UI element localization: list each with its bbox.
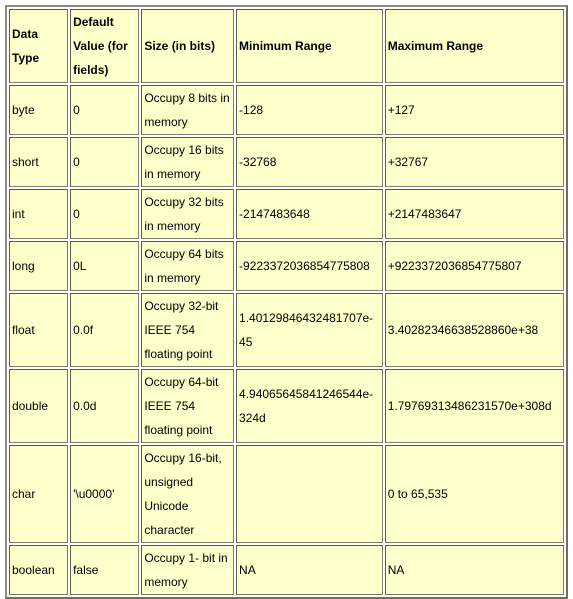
cell-data-type: byte [9, 85, 68, 135]
header-maximum-range: Maximum Range [385, 9, 564, 83]
cell-default-value: 0 [70, 137, 139, 187]
header-data-type: Data Type [9, 9, 68, 83]
data-types-table [5, 5, 568, 599]
cell-data-type: double [9, 369, 68, 443]
table-row [9, 137, 564, 187]
cell-maximum-range: +127 [385, 85, 564, 135]
header-size: Size (in bits) [141, 9, 234, 83]
table-row [9, 293, 564, 367]
cell-default-value: 0L [70, 241, 139, 291]
table-row [9, 545, 564, 595]
cell-default-value: 0 [70, 189, 139, 239]
table-row [9, 445, 564, 543]
cell-default-value: 0.0f [70, 293, 139, 367]
cell-data-type: long [9, 241, 68, 291]
cell-maximum-range: 3.40282346638528860e+38 [385, 293, 564, 367]
cell-default-value: 0 [70, 85, 139, 135]
cell-size: Occupy 32 bits in memory [141, 189, 234, 239]
cell-data-type: char [9, 445, 68, 543]
cell-size: Occupy 16-bit, unsigned Unicode character [141, 445, 234, 543]
cell-minimum-range: -2147483648 [236, 189, 383, 239]
cell-minimum-range: 4.94065645841246544e-324d [236, 369, 383, 443]
table-row [9, 369, 564, 443]
cell-size: Occupy 8 bits in memory [141, 85, 234, 135]
cell-maximum-range: 1.79769313486231570e+308d [385, 369, 564, 443]
table-row [9, 241, 564, 291]
header-minimum-range: Minimum Range [236, 9, 383, 83]
header-row [9, 9, 564, 83]
cell-maximum-range: NA [385, 545, 564, 595]
cell-maximum-range: +2147483647 [385, 189, 564, 239]
cell-minimum-range: -128 [236, 85, 383, 135]
cell-default-value: 0.0d [70, 369, 139, 443]
cell-data-type: int [9, 189, 68, 239]
cell-size: Occupy 32-bit IEEE 754 floating point [141, 293, 234, 367]
cell-size: Occupy 64-bit IEEE 754 floating point [141, 369, 234, 443]
cell-default-value: false [70, 545, 139, 595]
cell-maximum-range: +9223372036854775807 [385, 241, 564, 291]
cell-size: Occupy 64 bits in memory [141, 241, 234, 291]
cell-minimum-range: -9223372036854775808 [236, 241, 383, 291]
cell-minimum-range: -32768 [236, 137, 383, 187]
table-container [5, 5, 568, 599]
cell-data-type: boolean [9, 545, 68, 595]
cell-size: Occupy 1- bit in memory [141, 545, 234, 595]
cell-default-value: '\u0000' [70, 445, 139, 543]
table-row [9, 85, 564, 135]
table-row [9, 189, 564, 239]
cell-size: Occupy 16 bits in memory [141, 137, 234, 187]
cell-data-type: float [9, 293, 68, 367]
cell-data-type: short [9, 137, 68, 187]
cell-maximum-range: 0 to 65,535 [385, 445, 564, 543]
cell-minimum-range: 1.40129846432481707e-45 [236, 293, 383, 367]
header-default-value: Default Value (for fields) [70, 9, 139, 83]
cell-minimum-range [236, 445, 383, 543]
cell-maximum-range: +32767 [385, 137, 564, 187]
cell-minimum-range: NA [236, 545, 383, 595]
